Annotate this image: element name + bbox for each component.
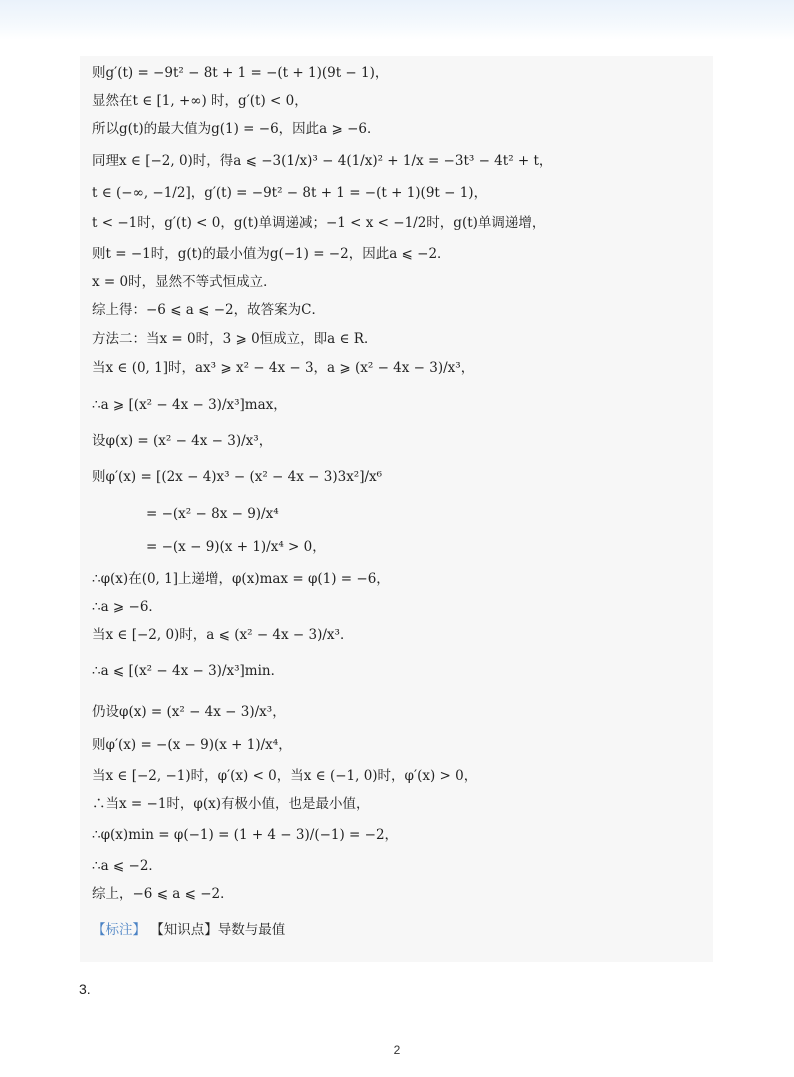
solution-line: 设φ(x) = (x² − 4x − 3)/x³， — [92, 433, 273, 449]
annotation-tag: 【标注】 — [92, 922, 146, 938]
solution-line: = −(x² − 8x − 9)/x⁴ — [146, 506, 279, 522]
solution-line: 方法二：当x = 0时，3 ⩾ 0恒成立，即a ∈ R． — [92, 331, 378, 347]
knowledge-point: 【知识点】导数与最值 — [150, 922, 286, 938]
solution-line: ∴φ(x)min = φ(−1) = (1 + 4 − 3)/(−1) = −2， — [92, 827, 399, 843]
annotation-line — [92, 921, 285, 939]
solution-line: 则g′(t) = −9t² − 8t + 1 = −(t + 1)(9t − 1)， — [92, 65, 389, 81]
question-number: 3. — [79, 981, 91, 997]
solution-line: 综上得：−6 ⩽ a ⩽ −2，故答案为C． — [92, 302, 325, 318]
solution-line: ∴a ⩾ [(x² − 4x − 3)/x³]max， — [92, 397, 287, 413]
solution-line: 当x ∈ [−2, −1)时，φ′(x) < 0，当x ∈ (−1, 0)时，φ′(x) > 0， — [92, 768, 478, 784]
solution-line: t ∈ (−∞, −1/2]，g′(t) = −9t² − 8t + 1 = −(t + 1)(9t − 1)， — [92, 185, 488, 201]
solution-line: 当x ∈ [−2, 0)时，a ⩽ (x² − 4x − 3)/x³． — [92, 627, 354, 643]
solution-line: 显然在t ∈ [1, +∞) 时，g′(t) < 0， — [92, 93, 308, 109]
solution-line: = −(x − 9)(x + 1)/x⁴ > 0， — [146, 539, 326, 555]
page-number: 2 — [393, 1043, 401, 1057]
header-band — [0, 0, 794, 40]
solution-line: 当x ∈ (0, 1]时，ax³ ⩾ x² − 4x − 3，a ⩾ (x² − 4x − 3)/x³， — [92, 360, 475, 376]
solution-line: 则φ′(x) = [(2x − 4)x³ − (x² − 4x − 3)3x²]/x⁶ — [92, 469, 383, 485]
solution-line: ∴a ⩽ −2． — [92, 858, 162, 874]
solution-line: 同理x ∈ [−2, 0)时，得a ⩽ −3(1/x)³ − 4(1/x)² + 1/x = −3t³ − 4t² + t， — [92, 153, 553, 169]
solution-line: t < −1时，g′(t) < 0，g(t)单调递减；−1 < x < −1/2时，g(t)单调递增， — [92, 215, 546, 231]
solution-line: 综上，−6 ⩽ a ⩽ −2． — [92, 886, 234, 902]
solution-line: x = 0时，显然不等式恒成立． — [92, 274, 277, 290]
solution-line: ∴a ⩽ [(x² − 4x − 3)/x³]min． — [92, 663, 285, 679]
solution-line: ∴当x = −1时，φ(x)有极小值，也是最小值， — [92, 796, 370, 812]
solution-line: 则t = −1时，g(t)的最小值为g(−1) = −2，因此a ⩽ −2． — [92, 246, 451, 262]
solution-line: 则φ′(x) = −(x − 9)(x + 1)/x⁴， — [92, 737, 292, 753]
solution-line: ∴a ⩾ −6． — [92, 599, 162, 615]
solution-line: ∴φ(x)在(0, 1]上递增，φ(x)max = φ(1) = −6， — [92, 571, 390, 587]
solution-line: 仍设φ(x) = (x² − 4x − 3)/x³， — [92, 704, 286, 720]
solution-line: 所以g(t)的最大值为g(1) = −6，因此a ⩾ −6． — [92, 121, 381, 137]
